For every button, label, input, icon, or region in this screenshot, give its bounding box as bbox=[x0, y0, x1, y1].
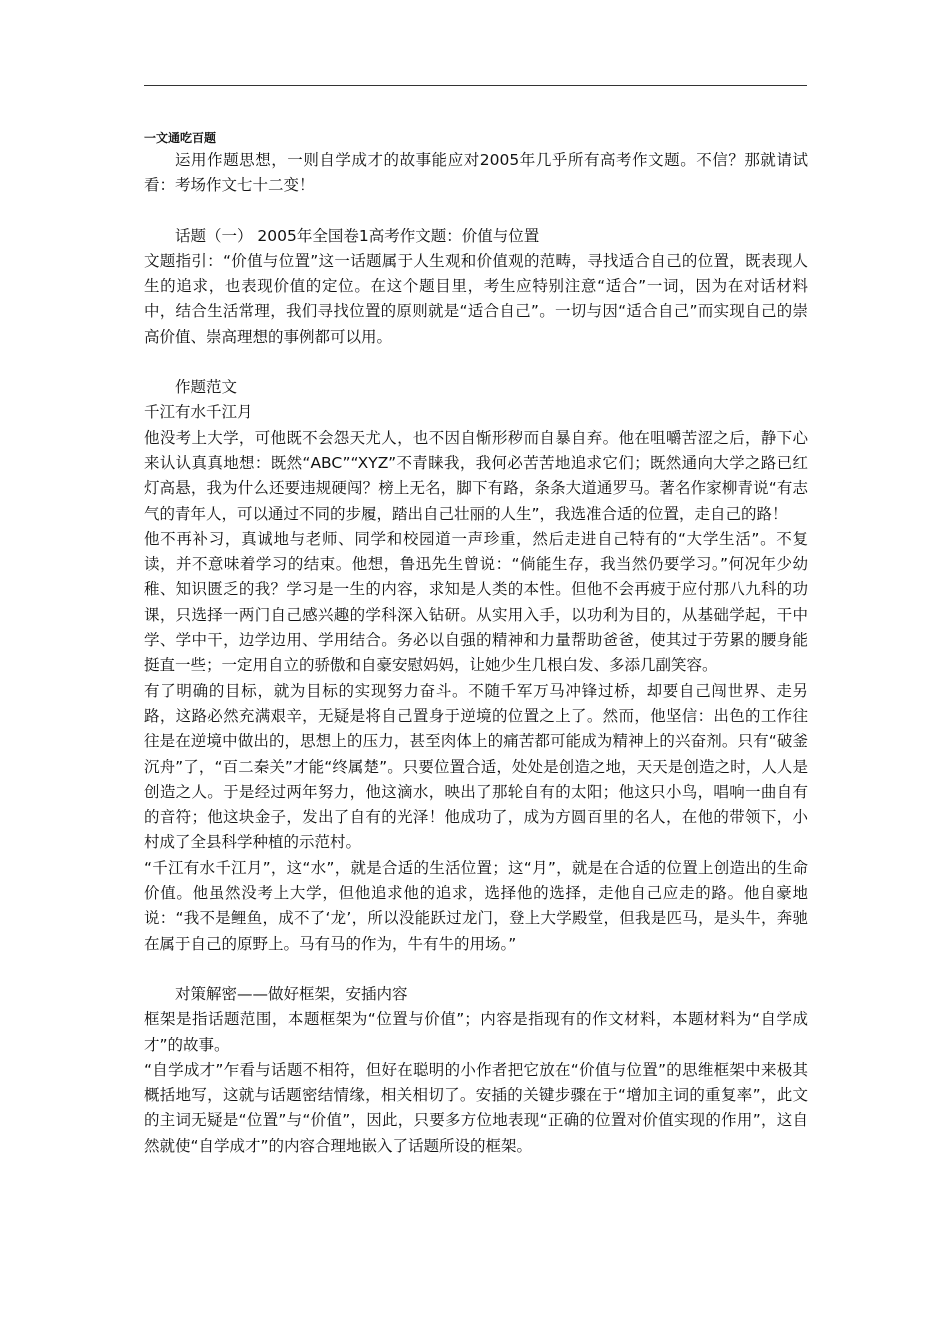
header-rule bbox=[144, 85, 807, 86]
essay-paragraph: 他没考上大学，可他既不会怨天尤人，也不因自惭形秽而自暴自弃。他在咀嚼苦涩之后，静下心来认认真真地想：既然“ABC”“XYZ”不青睐我，我何必苦苦地追求它们；既然通向大学之路已红灯高悬，我为什么还要违规硬闯？榜上无名，脚下有路，条条大道通罗马。著名作家柳青说“有志气的青年人，可以通过不同的步履，踏出自己壮丽的人生”，我选准合适的位置，走自己的路！ bbox=[144, 428, 808, 523]
strategy-paragraph: “自学成才”乍看与话题不相符，但好在聪明的小作者把它放在“价值与位置”的思维框架中来极其概括地写，这就与话题密结情缘，相关相切了。安插的关键步骤在于“增加主词的重复率”，此文的主词无疑是“位置”与“价值”，因此，只要多方位地表现“正确的位置对价值实现的作用”，这自然就使“自学成才”的内容合理地嵌入了话题所设的框架。 bbox=[144, 1060, 808, 1155]
intro-paragraph: 运用作题思想，一则自学成才的故事能应对2005年几乎所有高考作文题。不信？那就请试看：考场作文七十二变！ bbox=[144, 151, 808, 195]
spacer bbox=[144, 957, 808, 982]
essay-label: 作题范文 bbox=[175, 378, 238, 397]
document-body bbox=[144, 128, 808, 1159]
essay-paragraph: 有了明确的目标，就为目标的实现努力奋斗。不随千军万马冲锋过桥，却要自己闯世界、走另路，这路必然充满艰辛，无疑是将自己置身于逆境的位置之上了。然而，他坚信：出色的工作往往是在逆境中做出的，思想上的压力，甚至肉体上的痛苦都可能成为精神上的兴奋剂。只有“破釜沉舟”了，“百二秦关”才能“终属楚”。只要位置合适，处处是创造之地，天天是创造之时，人人是创造之人。于是经过两年努力，他这滴水，映出了那轮自有的太阳；他这只小鸟，唱响一曲自有的音符；他这块金子，发出了自有的光泽！他成功了，成为方圆百里的名人，在他的带领下，小村成了全县科学种植的示范村。 bbox=[144, 681, 808, 852]
essay-paragraph: 他不再补习，真诚地与老师、同学和校园道一声珍重，然后走进自己特有的“大学生活”。不复读，并不意味着学习的结束。他想，鲁迅先生曾说：“倘能生存，我当然仍要学习。”何况年少幼稚、知识匮乏的我？学习是一生的内容，求知是人类的本性。但他不会再疲于应付那八九科的功课，只选择一两门自己感兴趣的学科深入钻研。从实用入手，以功利为目的，从基础学起，干中学、学中干，边学边用、学用结合。务必以自强的精神和力量帮助爸爸，使其过于劳累的腰身能挺直一些；一定用自立的骄傲和自豪安慰妈妈，让她少生几根白发、多添几副笑容。 bbox=[144, 529, 808, 675]
essay-title: 千江有水千江月 bbox=[144, 403, 253, 422]
document-title: 一文通吃百题 bbox=[144, 131, 217, 145]
spacer bbox=[144, 199, 808, 224]
strategy-heading: 对策解密——做好框架，安插内容 bbox=[175, 984, 408, 1003]
guide-paragraph: 文题指引：“价值与位置”这一话题属于人生观和价值观的范畴，寻找适合自己的位置，既表现人生的追求，也表现价值的定位。在这个题目里，考生应特别注意“适合”一词，因为在对话材料中，结合生活常理，我们寻找位置的原则就是“适合自己”。一切与因“适合自己”而实现自己的崇高价值、崇高理想的事例都可以用。 bbox=[144, 251, 808, 346]
topic-heading: 话题（一） 2005年全国卷1高考作文题：价值与位置 bbox=[175, 226, 540, 245]
spacer bbox=[144, 350, 808, 375]
strategy-paragraph: 框架是指话题范围，本题框架为“位置与价值”；内容是指现有的作文材料，本题材料为“自学成才”的故事。 bbox=[144, 1010, 808, 1054]
essay-paragraph: “千江有水千江月”，这“水”，就是合适的生活位置；这“月”，就是在合适的位置上创造出的生命价值。他虽然没考上大学，但他追求他的追求，选择他的选择，走他自己应走的路。他自豪地说：“我不是鲤鱼，成不了‘龙’，所以没能跃过龙门，登上大学殿堂，但我是匹马，是头牛，奔驰在属于自己的原野上。马有马的作为，牛有牛的用场。” bbox=[144, 858, 808, 953]
